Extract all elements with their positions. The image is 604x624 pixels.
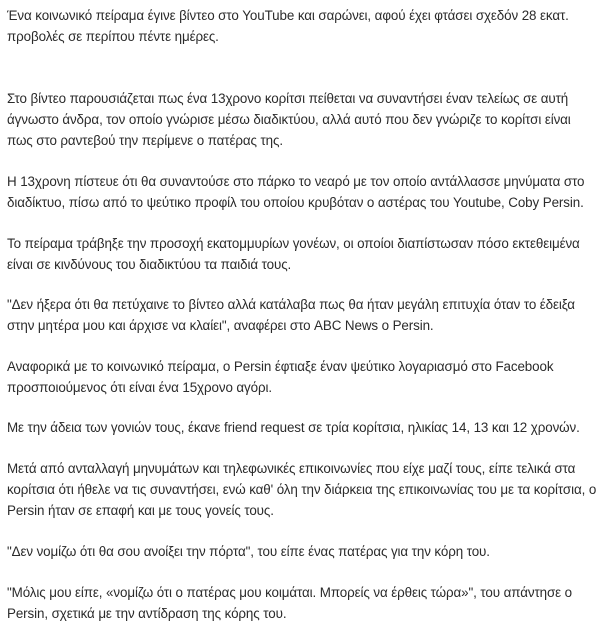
article-paragraph-10: "Μόλις μου είπε, «νομίζω ότι ο πατέρας μου κοιμάται. Μπορείς να έρθεις τώρα»", του απάντησε ο Persin, σχετικά με την αντίδραση της κόρης του. [7,585,572,621]
article-paragraph-5: "Δεν ήξερα ότι θα πετύχαινε το βίντεο αλλά κατάλαβα πως θα ήταν μεγάλη επιτυχία όταν το έδειξα στην μητέρα μου και άρχισε να κλαίει", αναφέρει στο ABC News ο Persin. [7,297,575,333]
article-paragraph-2: Στο βίντεο παρουσιάζεται πως ένα 13χρονο κορίτσι πείθεται να συναντήσει έναν τελείως σε αυτή άγνωστο άνδρα, τον οποίο γνώρισε μέσω διαδικτύου, αλλά αυτό που δεν γνώριζε το κορίτσι είναι πως στο ραντεβού την περίμενε ο πατέρας της. [7,91,571,148]
article-paragraph-6: Αναφορικά με το κοινωνικό πείραμα, ο Persin έφτιαξε έναν ψεύτικο λογαριασμό στο Facebook προσποιούμενος ότι είναι ένα 15χρονο αγόρι. [7,359,554,395]
article-paragraph-8: Μετά από ανταλλαγή μηνυμάτων και τηλεφωνικές επικοινωνίες που είχε μαζί τους, είπε τελικά στα κορίτσια ότι ήθελε να τις συναντήσει, ενώ καθ' όλη την διάρκεια της επικοινωνίας του με τα κορίτσια, ο Persin ήταν σε επαφή και με τους γονείς τους. [7,461,597,518]
article-paragraph-4: Το πείραμα τράβηξε την προσοχή εκατομμυρίων γονέων, οι οποίοι διαπίστωσαν πόσο εκτεθειμένα είναι σε κινδύνους του διαδικτύου τα παιδιά τους. [7,236,580,272]
article-paragraph-7: Με την άδεια των γονιών τους, έκανε friend request σε τρία κορίτσια, ηλικίας 14, 13 και 12 χρονών. [7,420,580,435]
article-paragraph-9: "Δεν νομίζω ότι θα σου ανοίξει την πόρτα", του είπε ένας πατέρας για την κόρη του. [7,544,490,559]
article-paragraph-1: Ένα κοινωνικό πείραμα έγινε βίντεο στο YouTube και σαρώνει, αφού έχει φτάσει σχεδόν 28 εκατ. προβολές σε περίπου πέντε ημέρες. [7,8,569,44]
article-paragraph-3: Η 13χρονη πίστευε ότι θα συναντούσε στο πάρκο το νεαρό με τον οποίο αντάλλασσε μηνύματα στο διαδίκτυο, πίσω από το ψεύτικο προφίλ του οποίου κρυβόταν ο αστέρας του Youtube, Coby Persin. [7,174,585,210]
